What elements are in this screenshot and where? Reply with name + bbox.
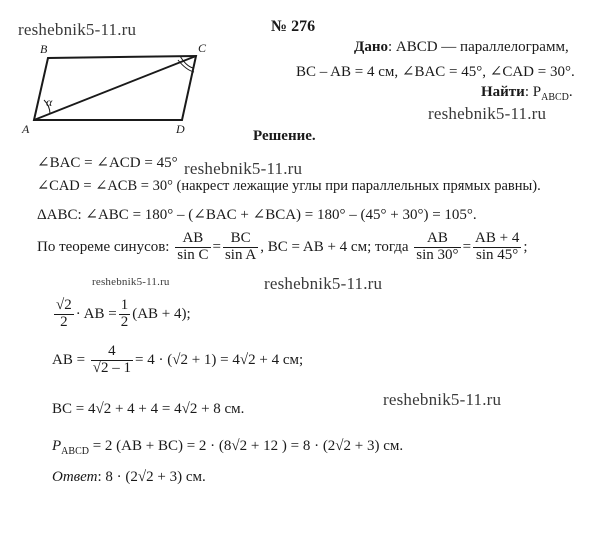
fraction-bc-sina: $\frac{BC}{\text{sin A}}$ xyxy=(224,230,257,263)
parallelogram-figure xyxy=(14,40,214,135)
fraction-4-sqrt2-minus-1: $\frac{4}{√2 - 1}$ xyxy=(92,343,132,376)
watermark: reshebnik5-11.ru xyxy=(264,274,383,293)
perimeter-line: $P_{ABCD} = 2$ (AB + BC) = 2 · (8√2 + 12 ) = 8 · (2√2 + 3) см. xyxy=(52,438,404,457)
fraction-sqrt2-2: $\frac{√2}{2}$ xyxy=(56,297,72,330)
solution-title: Решение. xyxy=(253,128,316,144)
vertex-label-b: B xyxy=(40,42,48,56)
given-label: Дано xyxy=(354,39,388,55)
watermark: reshebnik5-11.ru xyxy=(383,390,502,409)
vertex-label-a: A xyxy=(22,122,30,135)
find-line: Найти: $P_{ABCD}$. xyxy=(481,84,573,103)
angle-label-alpha: α xyxy=(46,95,53,109)
sine-law-line: По теореме синусов: $\frac{AB}{\text{sin C}}$ = $\frac{BC}{\text{sin A}}$ , BC = AB + 4 см; тогда $\frac{AB}{\sin 30^\circ}$ = $\frac{AB + 4}{\sin 45^\circ}$ ; xyxy=(37,230,528,263)
fraction-1-2: $\frac{1}{2}$ xyxy=(120,297,129,330)
problem-number: № 276 xyxy=(271,18,316,35)
watermark: reshebnik5-11.ru xyxy=(428,104,547,123)
vertex-label-d: D xyxy=(176,122,185,135)
answer-line: Ответ: 8 · (2√2 + 3) см. xyxy=(52,469,206,485)
watermark: reshebnik5-11.ru xyxy=(18,20,137,39)
find-label: Найти xyxy=(481,84,525,100)
answer-label: Ответ xyxy=(52,469,98,485)
solution-line-2: ∠CAD = ∠ACB = 30° (накрест лежащие углы при параллельных прямых равны). xyxy=(37,178,541,194)
watermark: reshebnik5-11.ru xyxy=(92,276,170,288)
vertex-label-c: C xyxy=(198,41,207,55)
watermark: reshebnik5-11.ru xyxy=(184,159,303,178)
solution-line-3: ΔABC: ∠ABC = 180° – (∠BAC + ∠BCA) = 180° – (45° + 30°) = 105°. xyxy=(37,207,477,223)
fraction-ab4-sin45: $\frac{AB + 4}{\sin 45^\circ}$ xyxy=(475,230,520,263)
given-line-2: BC – AB = 4 см, ∠BAC = 45°, ∠CAD = 30°. xyxy=(296,64,575,80)
fraction-ab-sinc: $\frac{AB}{\text{sin C}}$ xyxy=(177,230,209,263)
equation-2: AB = $\frac{4}{√2 - 1}$ = 4 · (√2 + 1) = 4√2 + 4 см; xyxy=(52,343,304,376)
fraction-ab-sin30: $\frac{AB}{\sin 30^\circ}$ xyxy=(416,230,459,263)
given-line-1 xyxy=(354,39,569,56)
given-text-1: : ABCD — параллелограмм, xyxy=(387,39,569,55)
equation-1: $\frac{√2}{2}$ · AB = $\frac{1}{2}$ (AB + 4); xyxy=(56,297,191,330)
diagonal-ac xyxy=(34,56,196,120)
equation-3: BC = 4√2 + 4 + 4 = 4√2 + 8 см. xyxy=(52,401,245,417)
solution-line-1: ∠BAC = ∠ACD = 45° xyxy=(37,155,178,171)
